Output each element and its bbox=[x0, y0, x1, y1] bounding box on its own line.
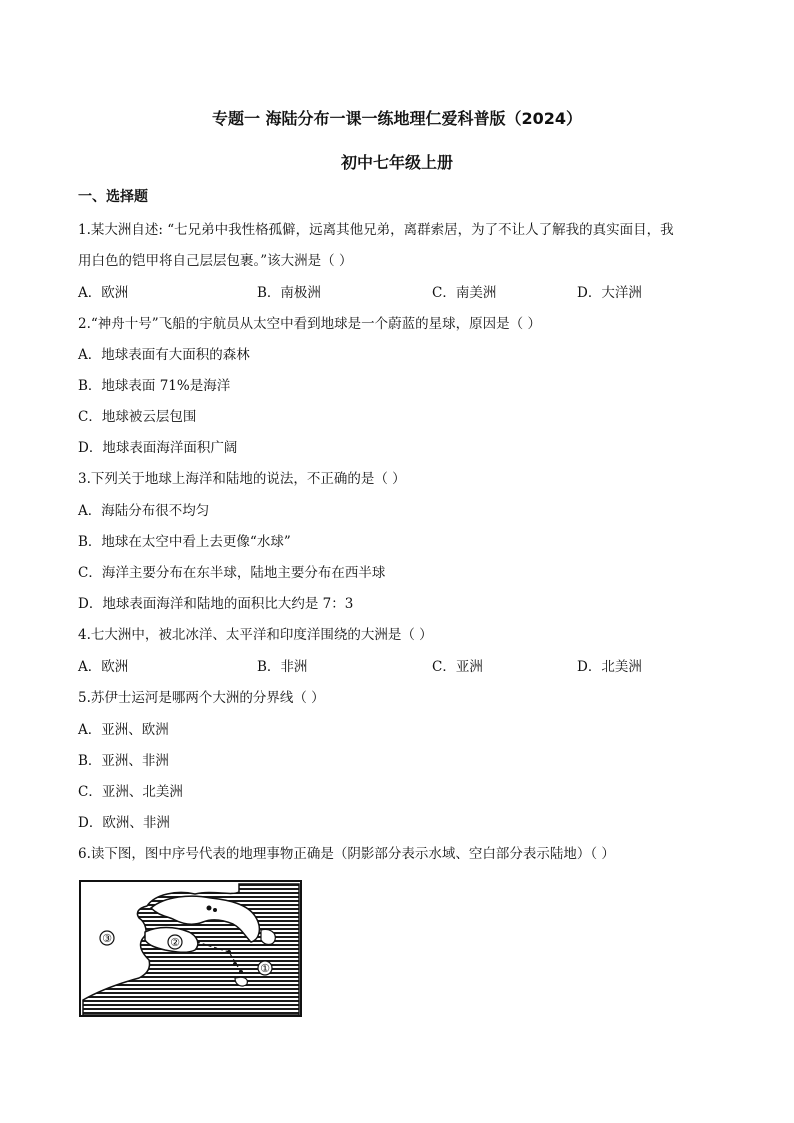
question-5-option-d[interactable]: D．欧洲、非洲 bbox=[78, 815, 170, 831]
question-2-stem: 2.“神舟十号”飞船的宇航员从太空中看到地球是一个蔚蓝的星球，原因是（ ） bbox=[78, 316, 541, 332]
question-1-option-c[interactable]: C．南美洲 bbox=[432, 285, 497, 301]
question-6-stem: 6.读下图，图中序号代表的地理事物正确是（阴影部分表示水域、空白部分表示陆地）（ ） bbox=[78, 846, 615, 862]
question-1-option-b[interactable]: B．南极洲 bbox=[257, 285, 321, 301]
island-dot-1 bbox=[207, 906, 212, 911]
label-3: ③ bbox=[102, 932, 112, 945]
question-4-option-c[interactable]: C．亚洲 bbox=[432, 659, 483, 675]
question-4-option-d[interactable]: D．北美洲 bbox=[577, 659, 642, 675]
small-island bbox=[261, 929, 275, 944]
question-3-stem: 3.下列关于地球上海洋和陆地的说法，不正确的是（ ） bbox=[78, 471, 406, 487]
question-5-option-a[interactable]: A．亚洲、欧洲 bbox=[78, 722, 169, 738]
question-4-option-a[interactable]: A．欧洲 bbox=[78, 659, 129, 675]
question-1-option-d[interactable]: D．大洋洲 bbox=[577, 285, 642, 301]
question-3-option-c[interactable]: C．海洋主要分布在东半球，陆地主要分布在西半球 bbox=[78, 565, 386, 581]
question-2-option-d[interactable]: D．地球表面海洋面积广阔 bbox=[78, 440, 238, 456]
section-heading: 一、选择题 bbox=[78, 189, 148, 205]
question-3-option-d[interactable]: D．地球表面海洋和陆地的面积比大约是 7：3 bbox=[78, 596, 354, 612]
question-6-map-figure bbox=[79, 880, 303, 1018]
question-5-option-b[interactable]: B．亚洲、非洲 bbox=[78, 753, 169, 769]
question-2-option-c[interactable]: C．地球被云层包围 bbox=[78, 409, 197, 425]
question-2-option-b[interactable]: B．地球表面 71%是海洋 bbox=[78, 378, 231, 394]
island-dot-2 bbox=[213, 908, 217, 912]
question-5-option-c[interactable]: C．亚洲、北美洲 bbox=[78, 784, 183, 800]
question-5-stem: 5.苏伊士运河是哪两个大洲的分界线（ ） bbox=[78, 690, 325, 706]
question-3-option-a[interactable]: A．海陆分布很不均匀 bbox=[78, 503, 210, 519]
question-4-stem: 4.七大洲中，被北冰洋、太平洋和印度洋围绕的大洲是（ ） bbox=[78, 627, 433, 643]
document-title: 专题一 海陆分布一课一练地理仁爱科普版（2024） bbox=[211, 109, 583, 128]
question-4-option-b[interactable]: B．非洲 bbox=[257, 659, 308, 675]
question-1-option-a[interactable]: A．欧洲 bbox=[78, 285, 129, 301]
label-1: ① bbox=[260, 962, 270, 975]
question-1-stem-line-1: 1.某大洲自述: “七兄弟中我性格孤僻，远离其他兄弟，离群索居，为了不让人了解我的真实面目，我 bbox=[78, 222, 674, 238]
document-subtitle: 初中七年级上册 bbox=[340, 153, 453, 172]
question-1-stem-line-2: 用白色的铠甲将自己层层包裹。”该大洲是（ ） bbox=[78, 253, 353, 269]
question-2-option-a[interactable]: A．地球表面有大面积的森林 bbox=[78, 347, 250, 363]
label-2: ② bbox=[170, 936, 180, 949]
question-3-option-b[interactable]: B．地球在太空中看上去更像“水球” bbox=[78, 534, 291, 550]
